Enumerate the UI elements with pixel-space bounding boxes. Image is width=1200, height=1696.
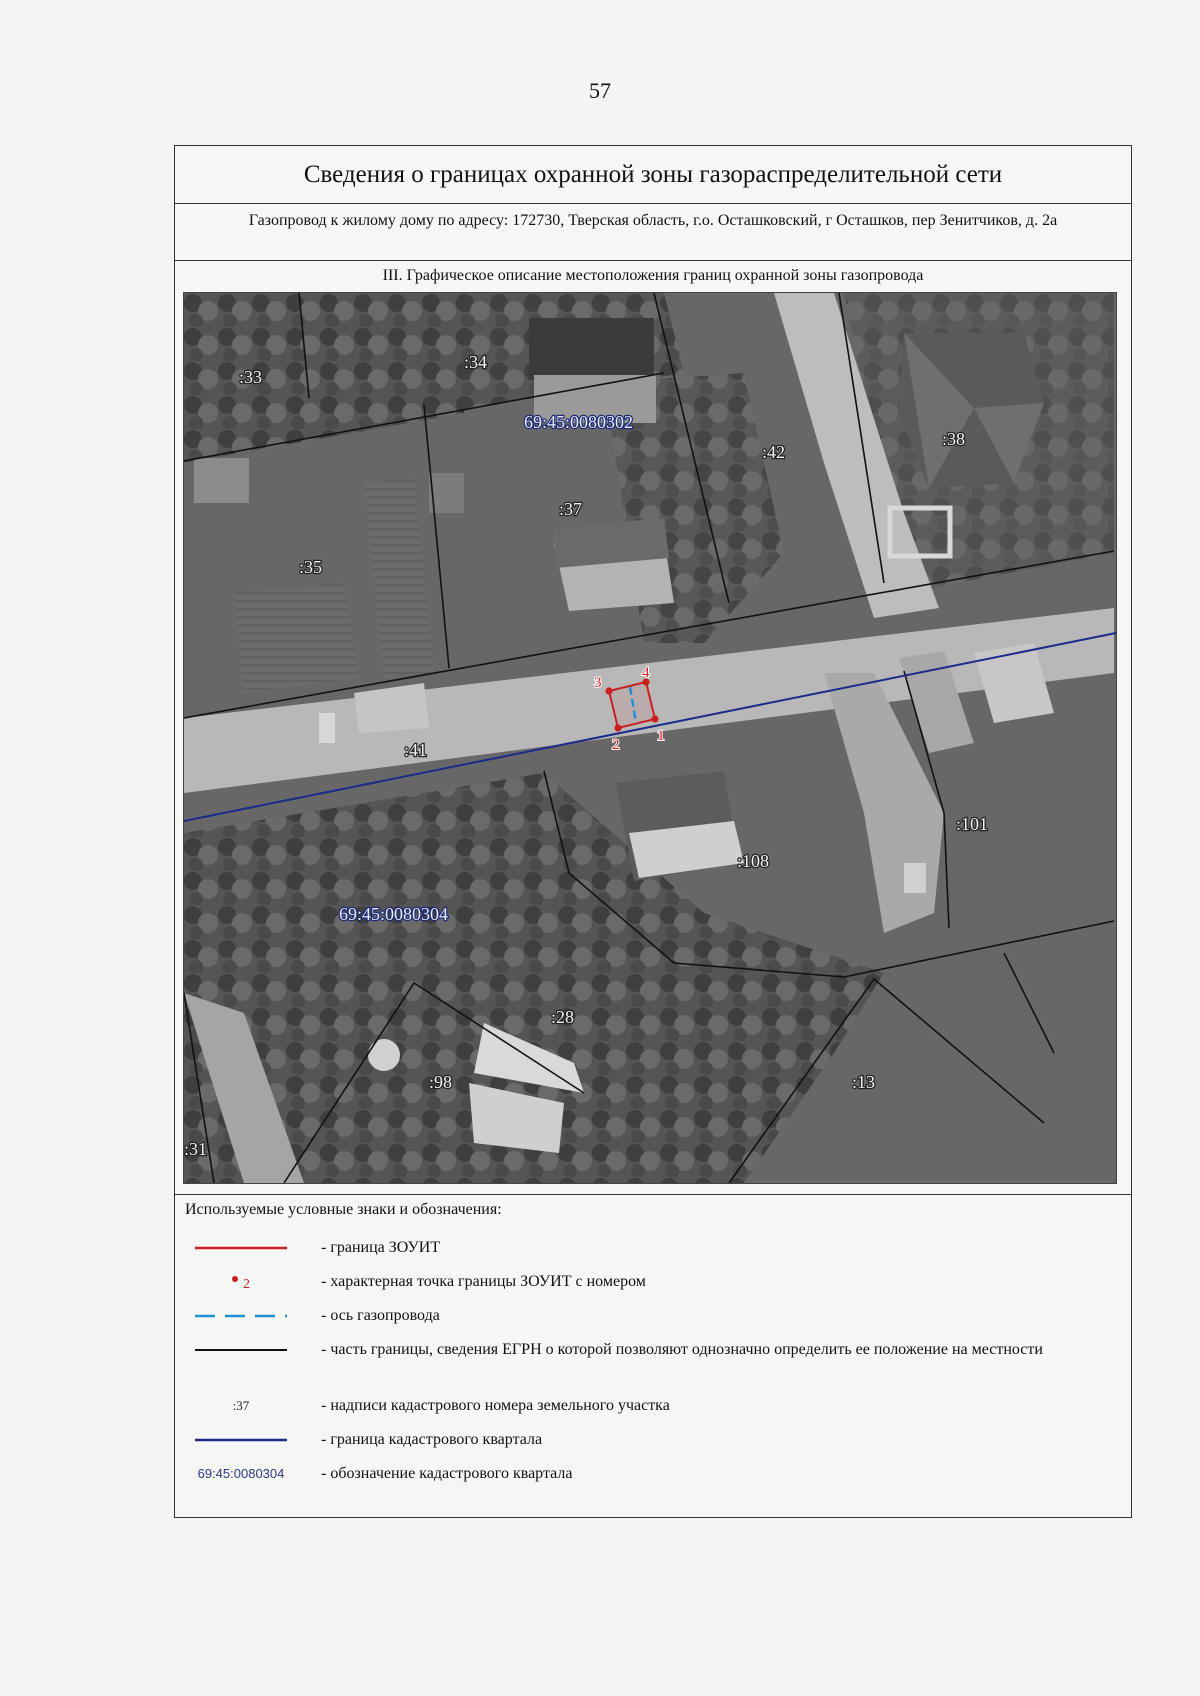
aerial-map	[183, 292, 1117, 1184]
legend-text: - граница кадастрового квартала	[321, 1431, 543, 1448]
parcel-label: :31	[184, 1139, 208, 1159]
legend-text: - надписи кадастрового номера земельного участка	[321, 1397, 670, 1414]
zone-point-3	[605, 687, 612, 694]
parcel-label: :13	[852, 1072, 876, 1092]
parcel-label: :35	[299, 557, 323, 577]
legend-text: - ось газопровода	[321, 1307, 440, 1324]
parcel-label: :108	[737, 851, 770, 871]
map-legend	[175, 1194, 1131, 1519]
gas-pipeline-address: Газопровод к жилому дому по адресу: 172730, Тверская область, г.о. Осташковский, г Осташков, пер Зенитчиков, д. 2а	[175, 204, 1131, 261]
legend-point-number: 2	[243, 1277, 250, 1292]
section-heading: III. Графическое описание местоположения границ охранной зоны газопровода	[382, 267, 924, 284]
parcel-label: :28	[551, 1007, 575, 1027]
parcel-label: :42	[762, 442, 786, 462]
legend-title: Используемые условные знаки и обозначения:	[185, 1201, 502, 1218]
legend-text: - характерная точка границы ЗОУИТ с номером	[321, 1273, 646, 1290]
parcel-label: :98	[429, 1072, 453, 1092]
zone-point-label-4: 4	[642, 665, 650, 681]
parcel-label: :34	[464, 352, 488, 372]
red-line-symbol	[185, 1237, 297, 1259]
zone-point-2	[614, 724, 621, 731]
parcel-label: :41	[404, 740, 428, 760]
zone-point-1	[651, 715, 658, 722]
red-point-symbol	[185, 1271, 297, 1293]
black-line-symbol	[185, 1339, 297, 1361]
blue-dashed-line-symbol	[185, 1305, 297, 1327]
zone-point-label-1: 1	[657, 728, 665, 744]
zone-point-label-2: 2	[612, 737, 620, 753]
legend-text: - обозначение кадастрового квартала	[321, 1465, 573, 1482]
document-title: Сведения о границах охранной зоны газораспределительной сети	[175, 146, 1131, 204]
document-frame	[174, 145, 1132, 1518]
parcel-label: :33	[239, 367, 263, 387]
map-canvas	[184, 293, 1116, 1183]
parcel-label: :38	[942, 429, 966, 449]
cadastral-number-symbol: :37	[232, 1398, 250, 1413]
parcel-label: :37	[559, 499, 583, 519]
legend-text: - часть границы, сведения ЕГРН о которой позволяют однозначно определить ее положение на местности	[321, 1341, 1043, 1358]
legend-text: - граница ЗОУИТ	[321, 1239, 441, 1256]
zone-point-label-3: 3	[594, 675, 602, 691]
quarter-label: 69:45:0080302	[524, 412, 634, 432]
quarter-label-symbol: 69:45:0080304	[197, 1466, 285, 1481]
dark-blue-line-symbol	[185, 1429, 297, 1451]
parcel-label: :101	[956, 814, 989, 834]
page-number: 57	[589, 78, 611, 103]
quarter-label: 69:45:0080304	[339, 904, 449, 924]
